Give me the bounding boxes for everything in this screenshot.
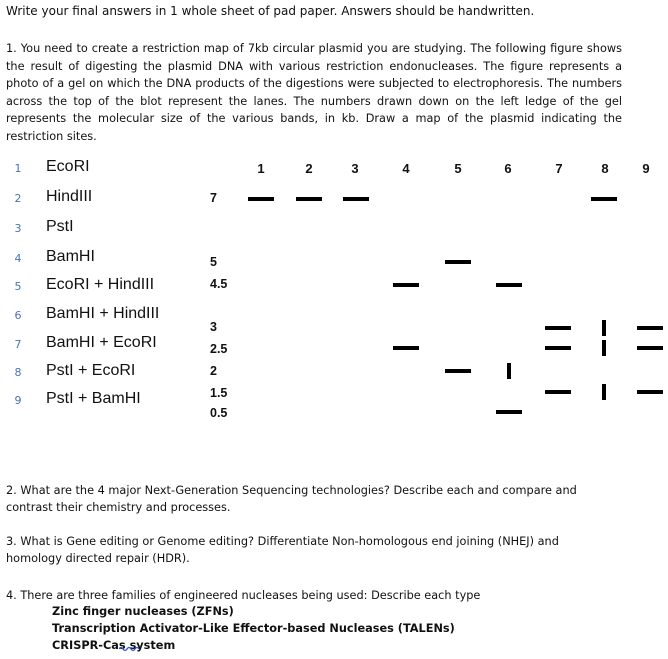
enzyme-name: BamHI + HindIII <box>46 305 160 322</box>
enzyme-number: 6 <box>14 309 22 322</box>
instruction-text: Write your final answers in 1 whole sheet of pad paper. Answers should be handwritten. <box>6 4 535 18</box>
gel-size-marker: 0.5 <box>210 406 228 420</box>
gel-band-lane-9 <box>637 346 663 350</box>
gel-size-marker: 7 <box>210 191 217 205</box>
question-1 <box>6 40 622 145</box>
enzyme-name: EcoRI <box>46 158 90 175</box>
enzyme-name: PstI <box>46 218 74 235</box>
gel-lane-number: 9 <box>642 161 650 176</box>
gel-band-lane-9 <box>637 390 663 394</box>
enzyme-number: 4 <box>14 252 22 265</box>
gel-band-lane-5 <box>445 369 471 373</box>
gel-lane-number: 8 <box>601 161 609 176</box>
question-4-text: 4. There are three families of engineered nucleases being used: Describe each type <box>6 589 481 602</box>
question-3-text: 3. What is Gene editing or Genome editing? Differentiate Non-homologous end joining (NHEJ) and homology directed repair (HDR). <box>6 535 559 565</box>
question-1-text: 1. You need to create a restriction map of 7kb circular plasmid you are studying. The following figure shows the result of digesting the plasmid DNA with various restriction endonucleases. The figure represents a photo of a gel on which the DNA products of the digestions were subjected to electrophoresis. The numbers across the top of the blot represent the lanes. The numbers drawn down on the left ledge of the gel represents the molecular size of the various bands, in kb. Draw a map of the plasmid indicating the restriction sites. <box>6 42 622 143</box>
gel-band-lane-6 <box>496 283 522 287</box>
gel-lane-number: 1 <box>257 161 265 176</box>
gel-lane-number: 6 <box>504 161 512 176</box>
gel-lane-number: 3 <box>351 161 359 176</box>
enzyme-number: 3 <box>14 222 22 235</box>
enzyme-number: 8 <box>14 366 22 379</box>
gel-band-lane-8 <box>602 320 606 336</box>
nuclease-type-talen: Transcription Activator-Like Effector-based Nucleases (TALENs) <box>52 622 455 635</box>
enzyme-name: PstI + EcoRI <box>46 362 136 379</box>
gel-size-marker: 1.5 <box>210 386 228 400</box>
enzyme-number: 2 <box>14 192 22 205</box>
enzyme-number: 9 <box>14 394 22 407</box>
gel-band-lane-3 <box>343 197 369 201</box>
nuclease-type-zfn: Zinc finger nucleases (ZFNs) <box>52 605 234 618</box>
gel-lane-number: 5 <box>454 161 462 176</box>
gel-lane-number: 2 <box>305 161 313 176</box>
gel-band-lane-6 <box>496 410 522 414</box>
gel-band-lane-1 <box>248 197 274 201</box>
gel-band-lane-8 <box>602 384 606 400</box>
gel-band-lane-4 <box>393 346 419 350</box>
gel-band-lane-8 <box>602 340 606 356</box>
gel-lane-number: 4 <box>402 161 410 176</box>
question-4 <box>6 587 616 604</box>
gel-band-lane-7 <box>545 326 571 330</box>
enzyme-number: 1 <box>14 162 22 175</box>
gel-lane-number: 7 <box>555 161 563 176</box>
gel-band-lane-7 <box>545 346 571 350</box>
spellcheck-underline-icon <box>119 646 141 652</box>
question-2 <box>6 482 616 516</box>
enzyme-name: EcoRI + HindIII <box>46 276 155 293</box>
gel-band-lane-9 <box>637 326 663 330</box>
enzyme-name: PstI + BamHI <box>46 390 141 407</box>
enzyme-name: HindIII <box>46 188 93 205</box>
gel-size-marker: 2 <box>210 364 217 378</box>
nuclease-type-crispr: CRISPR-Cas system <box>52 639 176 652</box>
gel-size-marker: 5 <box>210 255 217 269</box>
nuclease-types-list <box>52 603 455 654</box>
gel-size-marker: 2.5 <box>210 342 228 356</box>
gel-size-marker: 3 <box>210 320 217 334</box>
enzyme-number: 5 <box>14 280 22 293</box>
gel-band-lane-4 <box>393 283 419 287</box>
gel-band-lane-7 <box>545 390 571 394</box>
gel-size-marker: 4.5 <box>210 277 228 291</box>
question-2-text: 2. What are the 4 major Next-Generation Sequencing technologies? Describe each and compare and contrast their chemistry and processes. <box>6 484 577 514</box>
gel-band-lane-2 <box>296 197 322 201</box>
enzyme-name: BamHI <box>46 248 95 265</box>
gel-band-lane-8 <box>591 197 617 201</box>
gel-band-lane-6 <box>507 363 511 379</box>
question-3 <box>6 533 616 567</box>
enzyme-name: BamHI + EcoRI <box>46 334 157 351</box>
enzyme-number: 7 <box>14 338 22 351</box>
gel-band-lane-5 <box>445 260 471 264</box>
